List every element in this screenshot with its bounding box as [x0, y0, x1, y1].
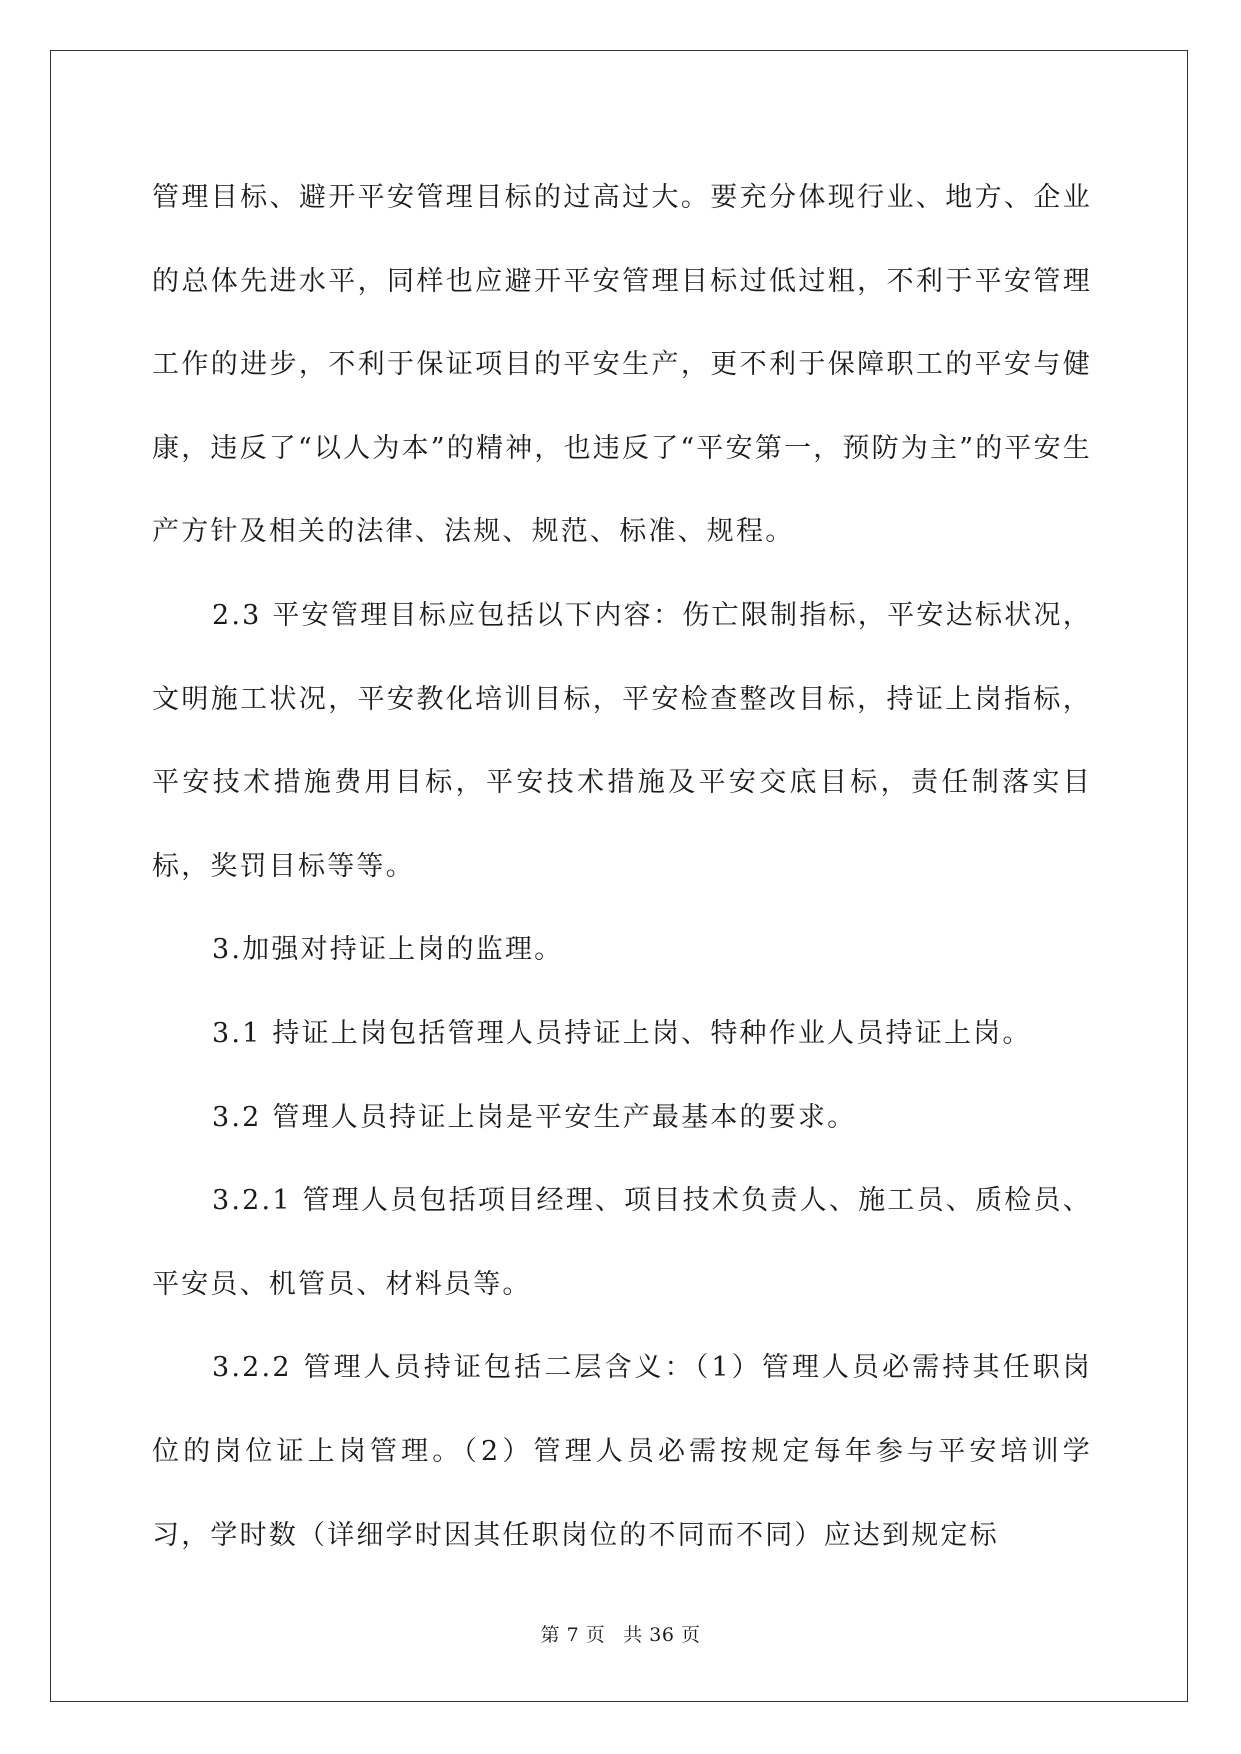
page-number: 第 7 页: [540, 1624, 606, 1646]
paragraph: 管理目标、避开平安管理目标的过高过大。要充分体现行业、地方、企业的总体先进水平，同样也应避开平安管理目标过低过粗，不利于平安管理工作的进步，不利于保证项目的平安生产，更不利于保障职工的平安与健康，违反了“以人为本”的精神，也违反了“平安第一，预防为主”的平安生产方针及相关的法律、法规、规范、标准、规程。: [152, 182, 1093, 548]
page-footer: [0, 1620, 1241, 1647]
paragraph: 3.1 持证上岗包括管理人员持证上岗、特种作业人员持证上岗。: [212, 1017, 1032, 1049]
paragraph: 3.2 管理人员持证上岗是平安生产最基本的要求。: [212, 1101, 857, 1133]
paragraph: 3.加强对持证上岗的监理。: [212, 934, 564, 966]
paragraph: 3.2.1 管理人员包括项目经理、项目技术负责人、施工员、质检员、平安员、机管员、材料员等。: [152, 1185, 1092, 1300]
page-total: 共 36 页: [623, 1624, 701, 1646]
paragraph: 3.2.2 管理人员持证包括二层含义：（1）管理人员必需持其任职岗位的岗位证上岗管理。（2）管理人员必需按规定每年参与平安培训学习，学时数（详细学时因其任职岗位的不同而不同）应达到规定标: [152, 1352, 1092, 1551]
document-body: [152, 156, 1092, 1577]
paragraph: 2.3 平安管理目标应包括以下内容：伤亡限制指标，平安达标状况，文明施工状况，平安教化培训目标，平安检查整改目标，持证上岗指标，平安技术措施费用目标，平安技术措施及平安交底目标，责任制落实目标，奖罚目标等等。: [152, 599, 1092, 882]
